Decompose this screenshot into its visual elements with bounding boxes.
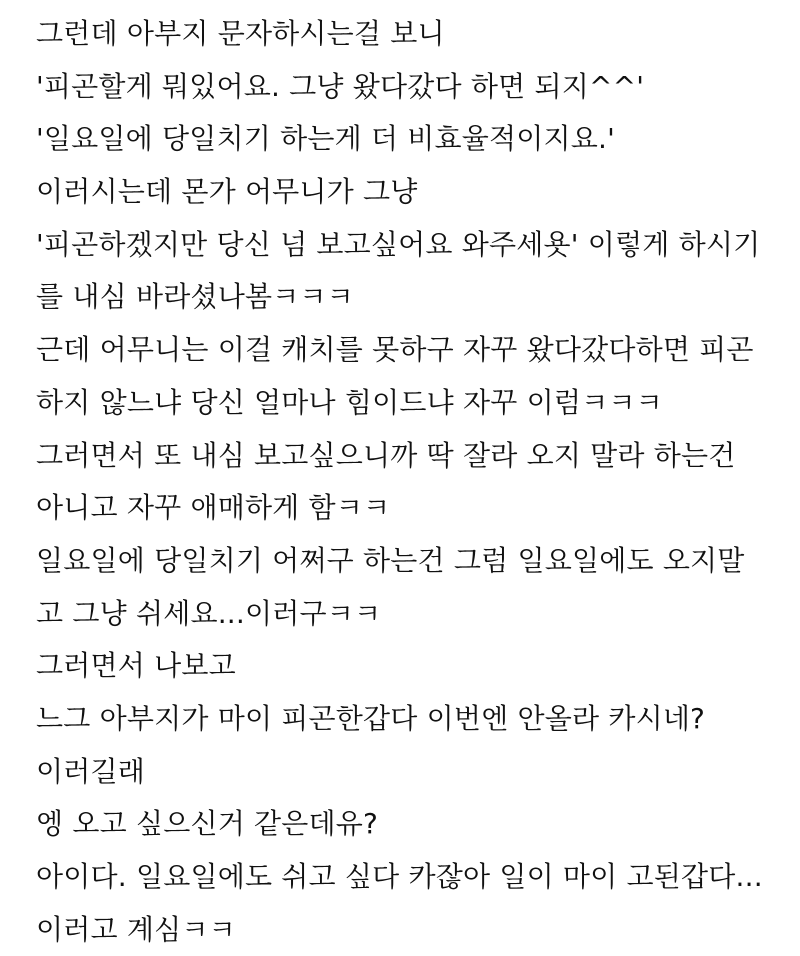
text-line: 그런데 아부지 문자하시는걸 보니 (36, 17, 445, 50)
text-line: 아니고 자꾸 애매하게 함ㅋㅋ (36, 491, 391, 525)
text-line: 하지 않느냐 당신 얼마나 힘이드냐 자꾸 이럼ㅋㅋㅋ (36, 385, 663, 419)
text-line: 이러고 계심ㅋㅋ (36, 912, 236, 946)
text-line: 이러길래 (36, 754, 145, 788)
text-line: 를 내심 바라셨나봄ㅋㅋㅋ (36, 280, 354, 314)
text-line: 엥 오고 싶으신거 같은데유? (36, 807, 379, 841)
text-line: '일요일에 당일치기 하는게 더 비효율적이지요.' (36, 122, 616, 156)
text-line: 그러면서 나보고 (36, 649, 236, 683)
text-line: 그러면서 또 내심 보고싶으니까 딱 잘라 오지 말라 하는건 (36, 438, 736, 472)
text-line: 느그 아부지가 마이 피곤한갑다 이번엔 안올라 카시네? (36, 701, 706, 735)
post-body (36, 8, 788, 956)
text-line: 근데 어무니는 이걸 캐치를 못하구 자꾸 왔다갔다하면 피곤 (36, 333, 754, 367)
text-line: 아이다. 일요일에도 쉬고 싶다 카잖아 일이 마이 고된갑다... (36, 860, 763, 893)
text-line: '피곤하겠지만 당신 넘 보고싶어요 와주세욧' 이렇게 하시기 (36, 227, 761, 261)
text-line: 이러시는데 몬가 어무니가 그냥 (36, 175, 418, 209)
text-line: 고 그냥 쉬세요...이러구ㅋㅋ (36, 596, 382, 630)
text-line: '피곤할게 뭐있어요. 그냥 왔다갔다 하면 되지^^' (36, 69, 645, 103)
text-line: 일요일에 당일치기 어쩌구 하는건 그럼 일요일에도 오지말 (36, 543, 745, 577)
